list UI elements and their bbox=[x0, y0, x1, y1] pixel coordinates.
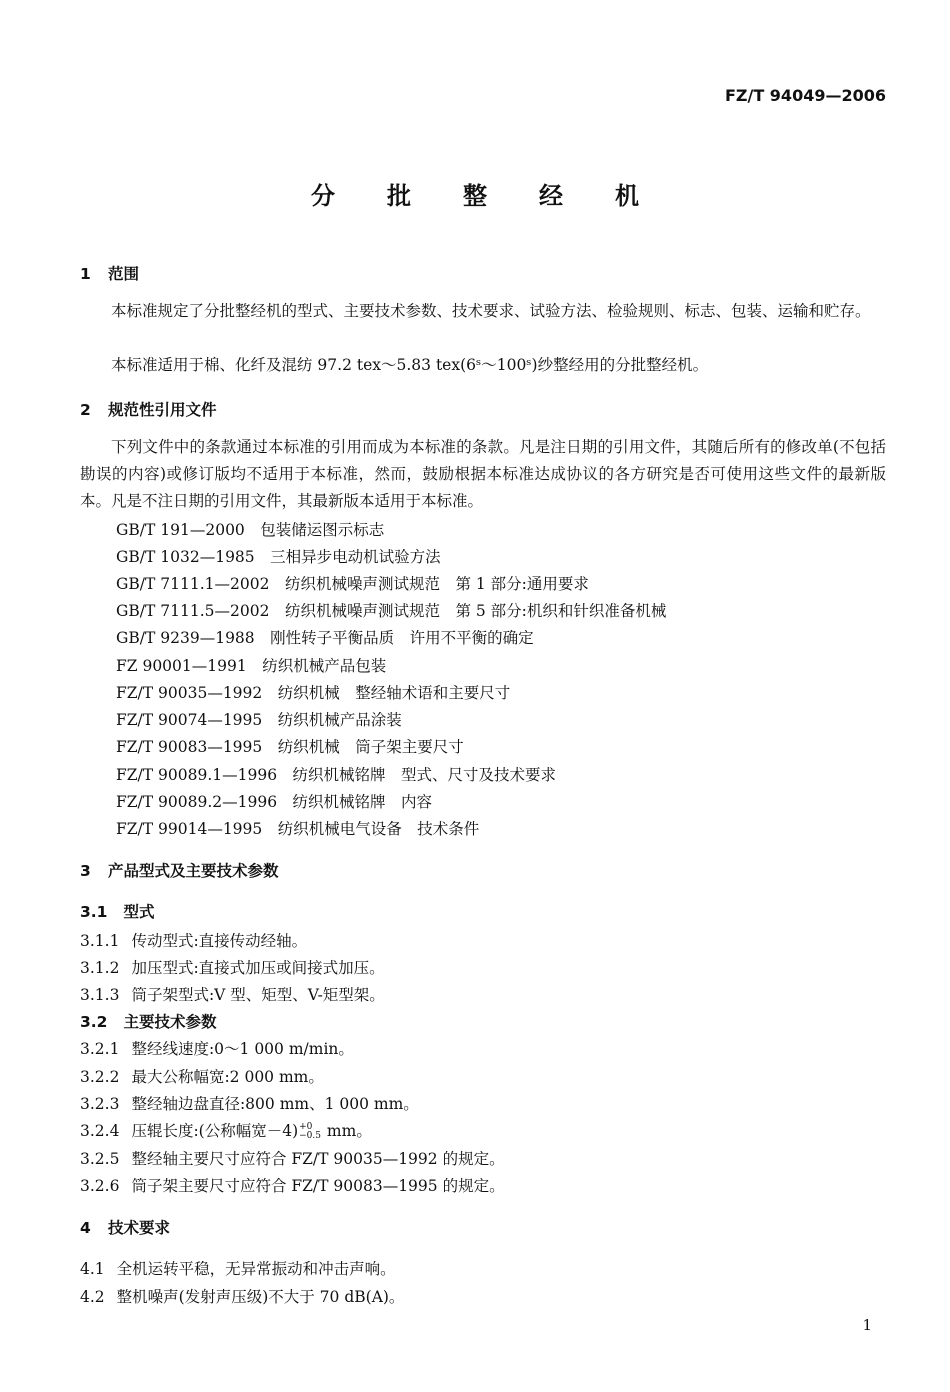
reference-item: GB/T 9239—1988 刚性转子平衡品质 许用不平衡的确定 bbox=[116, 629, 534, 647]
reference-item: FZ/T 90089.1—1996 纺织机械铭牌 型式、尺寸及技术要求 bbox=[116, 766, 557, 784]
clause-item: 3.2.1 整经线速度:0～1 000 m/min。 bbox=[80, 1040, 354, 1058]
reference-item: GB/T 1032—1985 三相异步电动机试验方法 bbox=[116, 548, 441, 566]
reference-item: FZ/T 90089.2—1996 纺织机械铭牌 内容 bbox=[116, 793, 433, 811]
reference-item: GB/T 7111.1—2002 纺织机械噪声测试规范 第 1 部分:通用要求 bbox=[116, 575, 589, 593]
tolerance: +0 −0.5 bbox=[299, 1122, 321, 1141]
clause-item: 4.1 全机运转平稳，无异常振动和冲击声响。 bbox=[80, 1260, 396, 1278]
reference-item: FZ/T 90083—1995 纺织机械 筒子架主要尺寸 bbox=[116, 738, 464, 756]
section-heading-technical-requirements: 4 技术要求 bbox=[80, 1219, 171, 1237]
reference-item: FZ 90001—1991 纺织机械产品包装 bbox=[116, 657, 387, 675]
standard-code: FZ/T 94049—2006 bbox=[724, 86, 886, 105]
document-title bbox=[0, 176, 950, 211]
clause-item: 3.2.4 压辊长度:(公称幅宽－4) +0 −0.5 mm。 bbox=[80, 1122, 372, 1141]
references-intro-paragraph: 下列文件中的条款通过本标准的引用而成为本标准的条款。凡是注日期的引用文件，其随后所有的修改单(不包括勘误的内容)或修订版均不适用于本标准，然而，鼓励根据本标准达成协议的各方研究是否可使用这些文件的最新版本。凡是不注日期的引用文件，其最新版本适用于本标准。 bbox=[80, 438, 886, 510]
clause-item: 3.2.3 整经轴边盘直径:800 mm、1 000 mm。 bbox=[80, 1095, 419, 1113]
section-heading-scope: 1 范围 bbox=[80, 265, 140, 283]
reference-item: GB/T 191—2000 包装储运图示标志 bbox=[116, 521, 385, 539]
title-char: 批 bbox=[387, 182, 411, 210]
subsection-heading-main-parameters: 3.2 主要技术参数 bbox=[80, 1013, 217, 1031]
reference-item: GB/T 7111.5—2002 纺织机械噪声测试规范 第 5 部分:机织和针织准备机械 bbox=[116, 602, 667, 620]
title-char: 经 bbox=[539, 182, 563, 210]
reference-item: FZ/T 99014—1995 纺织机械电气设备 技术条件 bbox=[116, 820, 480, 838]
scope-paragraph-2: 本标准适用于棉、化纤及混纺 97.2 tex～5.83 tex(6ˢ～100ˢ)纱整经用的分批整经机。 bbox=[111, 356, 709, 374]
section-heading-normative-references: 2 规范性引用文件 bbox=[80, 401, 217, 419]
reference-item: FZ/T 90035—1992 纺织机械 整经轴术语和主要尺寸 bbox=[116, 684, 511, 702]
page-number: 1 bbox=[862, 1316, 872, 1334]
subsection-heading-types: 3.1 型式 bbox=[80, 903, 155, 921]
title-char: 整 bbox=[463, 182, 487, 210]
clause-item: 3.1.1 传动型式:直接传动经轴。 bbox=[80, 932, 308, 950]
section-heading-product-types: 3 产品型式及主要技术参数 bbox=[80, 862, 279, 880]
clause-item: 3.2.6 筒子架主要尺寸应符合 FZ/T 90083—1995 的规定。 bbox=[80, 1177, 505, 1195]
clause-item: 3.1.2 加压型式:直接式加压或间接式加压。 bbox=[80, 959, 385, 977]
clause-item: 4.2 整机噪声(发射声压级)不大于 70 dB(A)。 bbox=[80, 1288, 405, 1306]
clause-item: 3.2.5 整经轴主要尺寸应符合 FZ/T 90035—1992 的规定。 bbox=[80, 1150, 505, 1168]
scope-paragraph-1: 本标准规定了分批整经机的型式、主要技术参数、技术要求、试验方法、检验规则、标志、包装、运输和贮存。 bbox=[111, 302, 871, 320]
clause-item: 3.2.2 最大公称幅宽:2 000 mm。 bbox=[80, 1068, 324, 1086]
title-char: 分 bbox=[311, 182, 335, 210]
clause-item: 3.1.3 筒子架型式:V 型、矩型、V-矩型架。 bbox=[80, 986, 385, 1004]
reference-item: FZ/T 90074—1995 纺织机械产品涂装 bbox=[116, 711, 402, 729]
title-char: 机 bbox=[615, 182, 639, 210]
